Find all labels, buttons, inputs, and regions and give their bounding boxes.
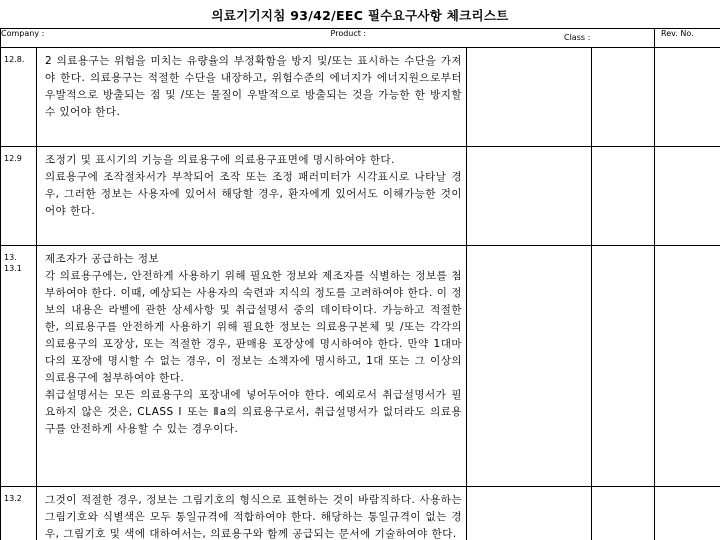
product-label: Product : [330, 29, 367, 38]
requirement-text [37, 147, 467, 246]
class-label: Class : [564, 33, 591, 42]
requirement-text [37, 48, 467, 147]
check-cell[interactable] [592, 48, 655, 147]
rev-label: Rev. No. [661, 29, 694, 38]
check-cell[interactable] [655, 487, 720, 540]
table-row [1, 487, 720, 540]
check-cell[interactable] [655, 48, 720, 147]
requirement-paragraph: 2 의료용구는 위험을 미치는 유량율의 부정확함을 방지 및/또는 표시하는 수단을 가져야 한다. 의료용구는 적절한 수단을 내장하고, 위험수준의 에너지가 에너지원으로부터 우발적으로 방출되는 점 및 /또는 물질이 우발적으로 방출되는 것을 가능한 한 방지할 수 있어야 한다. [45, 55, 463, 118]
requirement-heading: 제조자가 공급하는 정보 [45, 253, 160, 265]
check-cell[interactable] [592, 147, 655, 246]
requirement-paragraph: 조정기 및 표시기의 기능을 의료용구에 의료용구표면에 명시하여야 한다. [45, 154, 395, 166]
company-label: Company : [1, 29, 45, 38]
row-number: 12.9 [1, 147, 37, 246]
check-cell[interactable] [467, 147, 592, 246]
check-cell[interactable] [592, 487, 655, 540]
check-cell[interactable] [655, 246, 720, 487]
row-number: 13. 13.1 [1, 246, 37, 487]
requirement-text [37, 246, 467, 487]
document-title: 의료기기지침 93/42/EEC 필수요구사항 체크리스트 [211, 8, 509, 23]
table-row [1, 147, 720, 246]
check-cell[interactable] [467, 487, 592, 540]
row-number: 12.8. [1, 48, 37, 147]
table-row [1, 48, 720, 147]
check-cell[interactable] [467, 48, 592, 147]
requirement-paragraph: 취급설명서는 모든 의료용구의 포장내에 넣어두어야 한다. 예외로서 취급설명서가 필요하지 않은 것은, CLASS Ⅰ 또는 Ⅱa의 의료용구로서, 취급설명서가 없더라도 의료용구를 안전하게 사용할 수 있는 경우이다. [45, 389, 463, 435]
requirement-paragraph: 의료용구에 조작절차서가 부착되어 조작 또는 조정 패러미터가 시각표시로 나타날 경우, 그러한 정보는 사용자에 있어서 해당할 경우, 환자에게 있어서도 이해가능한 것이어야 한다. [45, 171, 463, 217]
table-row [1, 246, 720, 487]
checklist-table [0, 28, 720, 540]
header-row [1, 29, 720, 48]
check-cell[interactable] [655, 147, 720, 246]
requirement-paragraph: 각 의료용구에는, 안전하게 사용하기 위해 필요한 정보와 제조자를 식별하는 정보를 첨부하여야 한다. 이때, 예상되는 사용자의 숙련과 지식의 정도를 고려하여야 한다. 이 정보의 내용은 라벨에 관한 상세사항 및 취급설명서 중의 데이타이다. 가능하고 적절한 한, 의료용구를 안전하게 사용하기 위해 필요한 정보는 의료용구본체 및 /또는 각각의 의료용구의 포장상, 또는 적절한 경우, 판매용 포장상에 명시하여야 한다. 만약 1대마다의 포장에 명시할 수 없는 경우, 이 정보는 소책자에 명시하고, 1대 또는 그 이상의 의료용구에 첨부하여야 한다. [45, 270, 463, 384]
check-cell[interactable] [592, 246, 655, 487]
row-number: 13.2 [1, 487, 37, 540]
requirement-paragraph: 그것이 적절한 경우, 정보는 그림기호의 형식으로 표현하는 것이 바람직하다. 사용하는 그림기호와 식별색은 모두 통일규격에 적합하여야 한다. 해당하는 통일규격이 없는 경우, 그림기호 및 색에 대하여서는, 의료용구와 함께 공급되는 문서에 기술하여야 한다. [45, 494, 463, 540]
check-cell[interactable] [467, 246, 592, 487]
requirement-text [37, 487, 467, 540]
